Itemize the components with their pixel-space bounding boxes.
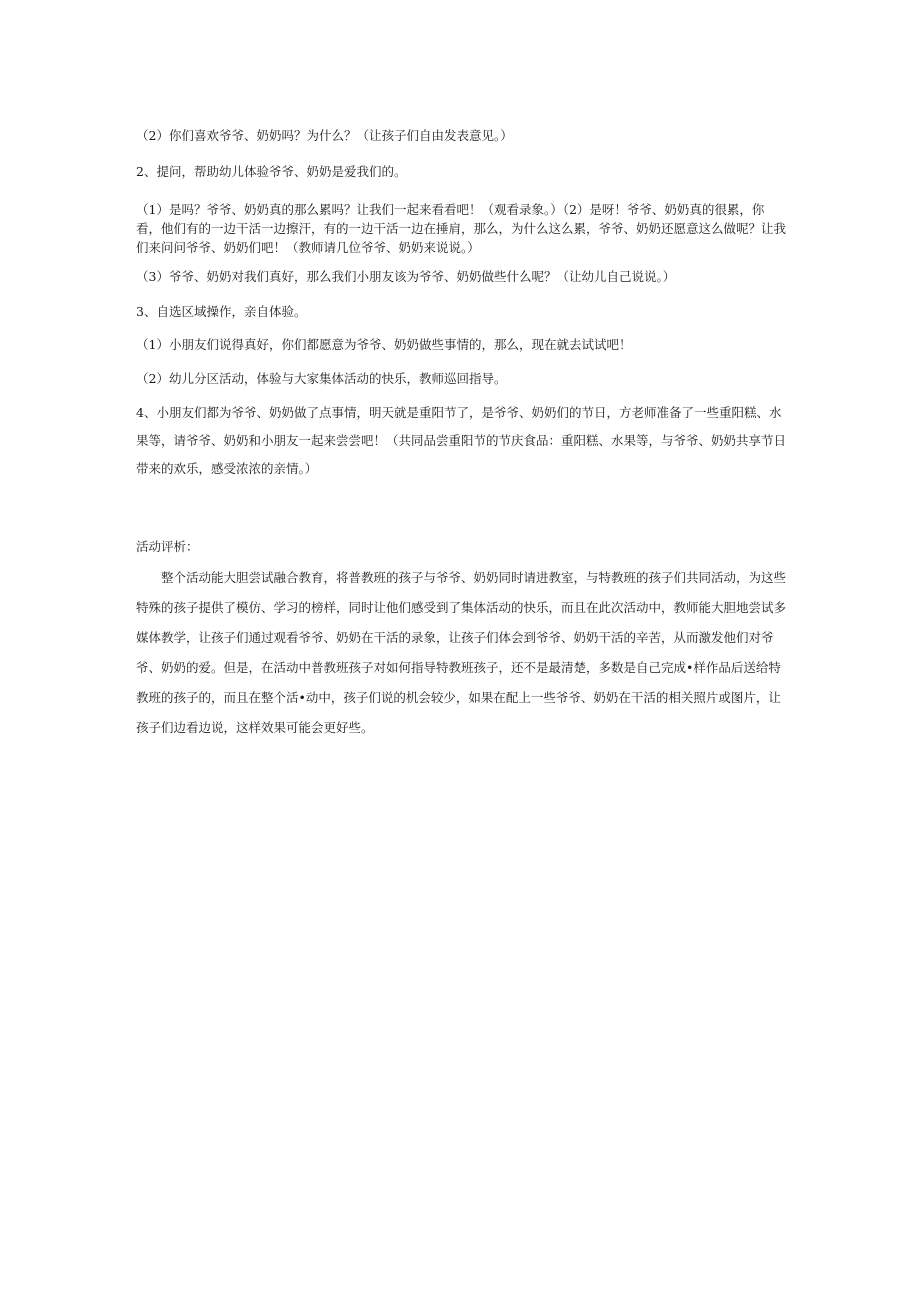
- paragraph-step-2-details: （1）是吗？爷爷、奶奶真的那么累吗？让我们一起来看看吧！（观看录象。）（2）是呀！爷爷、奶奶真的很累，你看，他们有的一边干活一边擦汗，有的一边干活一边在捶肩，那么，为什么这么累，爷爷、奶奶还愿意这么做呢？让我们来问问爷爷、奶奶们吧！（教师请几位爷爷、奶奶来说说。）: [136, 202, 787, 255]
- paragraph-question-3: （3）爷爷、奶奶对我们真好，那么我们小朋友该为爷爷、奶奶做些什么呢？（让幼儿自己说说。）: [136, 269, 676, 284]
- paragraph-step-2: 2、提问，帮助幼儿体验爷爷、奶奶是爱我们的。: [136, 164, 407, 179]
- paragraph-evaluation: 整个活动能大胆尝试融合教育，将普教班的孩子与爷爷、奶奶同时请进教室，与特教班的孩子们共同活动，为这些特殊的孩子提供了模仿、学习的榜样，同时让他们感受到了集体活动的快乐，而且在此次活动中，教师能大胆地尝试多媒体教学，让孩子们通过观看爷爷、奶奶在干活的录象，让孩子们体会到爷爷、奶奶干活的辛苦，从而激发他们对爷爷、奶奶的爱。但是，在活动中普教班孩子对如何指导特教班孩子，还不是最清楚，多数是自己完成•样作品后送给特教班的孩子的，而且在整个活•动中，孩子们说的机会较少，如果在配上一些爷爷、奶奶在干活的相关照片或图片，让孩子们边看边说，这样效果可能会更好些。: [136, 570, 787, 735]
- paragraph-step-3-sub-1: （1）小朋友们说得真好，你们都愿意为爷爷、奶奶做些事情的，那么，现在就去试试吧！: [136, 337, 632, 352]
- paragraph-step-3-sub-2: （2）幼儿分区活动，体验与大家集体活动的快乐，教师巡回指导。: [136, 371, 507, 386]
- paragraph-step-4: 4、小朋友们都为爷爷、奶奶做了点事情，明天就是重阳节了，是爷爷、奶奶们的节日，方老师准备了一些重阳糕、水果等，请爷爷、奶奶和小朋友一起来尝尝吧！（共同品尝重阳节的节庆食品：重阳糕、水果等，与爷爷、奶奶共享节日带来的欢乐，感受浓浓的亲情。）: [136, 405, 787, 476]
- section-heading-evaluation: 活动评析：: [136, 539, 199, 554]
- paragraph-question-2: （2）你们喜欢爷爷、奶奶吗？为什么？（让孩子们自由发表意见。）: [136, 128, 513, 143]
- paragraph-step-3: 3、自选区域操作，亲自体验。: [136, 304, 307, 319]
